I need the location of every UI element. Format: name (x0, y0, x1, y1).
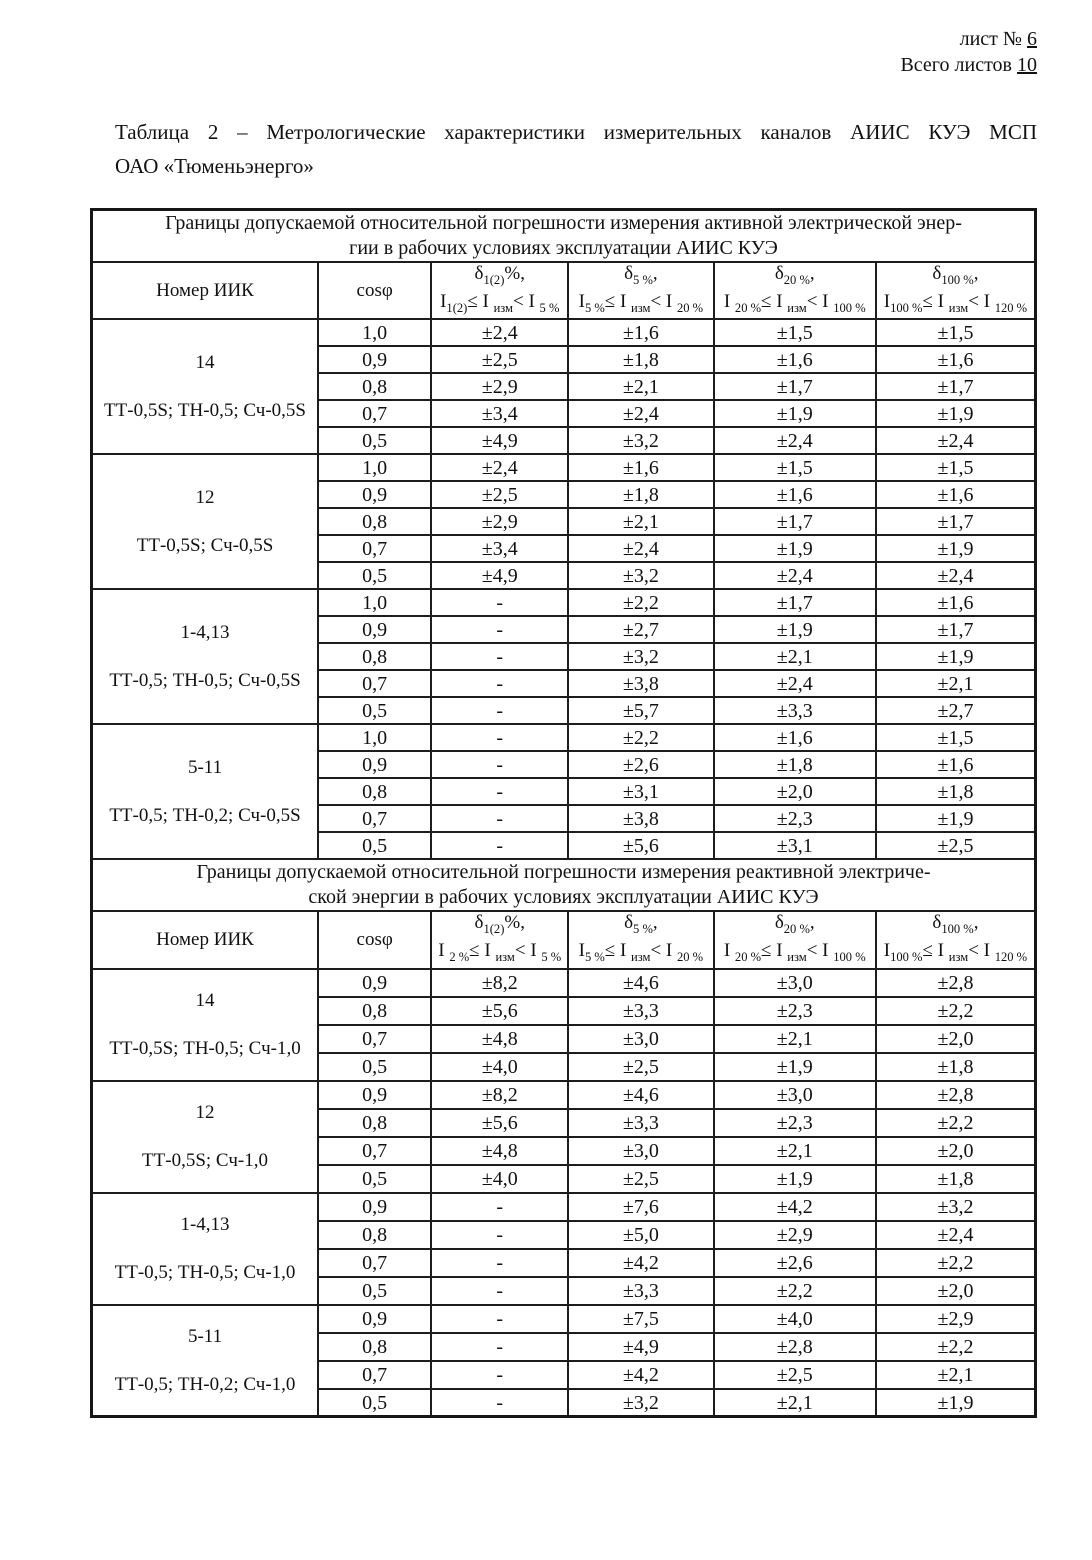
cos-phi-value: 0,5 (318, 1165, 431, 1193)
delta-value: ±2,5 (714, 1361, 876, 1389)
cos-phi-value: 0,9 (318, 969, 431, 997)
iik-equipment: ТТ-0,5; ТН-0,2; Сч-1,0 (114, 1374, 296, 1396)
section-header-line: Границы допускаемой относительной погрешности измерения реактивной электриче- (196, 861, 931, 884)
column-header-line: cosφ (356, 929, 393, 951)
delta-value: ±2,6 (568, 751, 713, 778)
table-title-line-1: Таблица 2 – Метрологические характеристики измерительных каналов АИИС КУЭ МСП (115, 119, 1037, 144)
delta-value: ±1,6 (714, 724, 876, 751)
table-title-line-2: ОАО «Тюменьэнерго» (115, 153, 314, 178)
cos-phi-value: 0,7 (318, 400, 431, 427)
iik-equipment: ТТ-0,5; ТН-0,2; Сч-0,5S (109, 805, 301, 827)
delta-value: ±1,7 (714, 589, 876, 616)
cos-phi-value: 0,9 (318, 481, 431, 508)
delta-value: ±8,2 (431, 969, 568, 997)
cos-phi-value: 0,7 (318, 535, 431, 562)
column-header-line: Номер ИИК (156, 929, 254, 951)
section-header-line: ской энергии в рабочих условиях эксплуатации АИИС КУЭ (308, 886, 819, 909)
column-header (876, 262, 1036, 320)
delta-value: - (431, 1333, 568, 1361)
delta-value: - (431, 1193, 568, 1221)
delta-value: ±2,4 (714, 427, 876, 454)
delta-value: ±1,5 (876, 319, 1036, 346)
delta-value: ±4,9 (431, 427, 568, 454)
delta-value: ±2,7 (876, 697, 1036, 724)
sheet-number: 6 (1027, 28, 1037, 50)
section-header (92, 209, 1036, 262)
total-sheets-number: 10 (1017, 54, 1037, 77)
delta-value: ±2,2 (568, 724, 713, 751)
cos-phi-value: 0,8 (318, 997, 431, 1025)
page-header (90, 26, 1037, 79)
delta-value: ±1,9 (876, 1389, 1036, 1417)
delta-value: - (431, 697, 568, 724)
delta-value: ±1,5 (714, 454, 876, 481)
delta-value: ±2,2 (568, 589, 713, 616)
iik-equipment: ТТ-0,5; ТН-0,5; Сч-1,0 (114, 1262, 296, 1284)
delta-value: ±4,6 (568, 969, 713, 997)
delta-value: ±3,2 (568, 1389, 713, 1417)
cos-phi-value: 0,9 (318, 751, 431, 778)
column-header (714, 262, 876, 320)
delta-value: ±4,2 (714, 1193, 876, 1221)
cos-phi-value: 1,0 (318, 454, 431, 481)
delta-value: - (431, 805, 568, 832)
column-header-line: I $_{20 \%}$≤ I $_{изм}$< I $_{100 \%}$ (723, 290, 866, 315)
delta-value: ±2,2 (714, 1277, 876, 1305)
delta-value: ±1,9 (714, 400, 876, 427)
delta-value: ±2,4 (568, 400, 713, 427)
delta-value: - (431, 778, 568, 805)
column-header (714, 911, 876, 969)
cos-phi-value: 0,5 (318, 1053, 431, 1081)
delta-value: ±2,4 (714, 670, 876, 697)
cos-phi-value: 0,9 (318, 1305, 431, 1333)
iik-cell (92, 1193, 319, 1305)
delta-value: ±4,9 (568, 1333, 713, 1361)
delta-value: ±4,0 (431, 1165, 568, 1193)
delta-value: - (431, 616, 568, 643)
delta-value: ±2,4 (714, 562, 876, 589)
delta-value: ±2,8 (714, 1333, 876, 1361)
delta-value: ±2,4 (568, 535, 713, 562)
delta-value: ±1,7 (714, 508, 876, 535)
delta-value: ±3,1 (714, 832, 876, 859)
cos-phi-value: 0,5 (318, 562, 431, 589)
delta-value: - (431, 1361, 568, 1389)
delta-value: ±3,8 (568, 805, 713, 832)
delta-value: ±1,8 (876, 778, 1036, 805)
delta-value: ±3,1 (568, 778, 713, 805)
delta-value: ±3,4 (431, 535, 568, 562)
delta-value: ±2,1 (876, 670, 1036, 697)
delta-value: - (431, 589, 568, 616)
delta-value: - (431, 1249, 568, 1277)
delta-value: ±2,9 (431, 508, 568, 535)
iik-cell (92, 724, 319, 859)
delta-value: ±2,1 (714, 1025, 876, 1053)
column-header (92, 262, 319, 320)
cos-phi-value: 0,5 (318, 832, 431, 859)
iik-number: 1-4,13 (180, 1214, 230, 1236)
delta-value: ±1,5 (876, 454, 1036, 481)
iik-number: 14 (195, 990, 215, 1012)
delta-value: ±1,8 (568, 346, 713, 373)
iik-cell (92, 969, 319, 1081)
column-header-line: I $_{2 \%}$≤ I $_{изм}$< I $_{5 \%}$ (438, 940, 562, 964)
delta-value: ±1,9 (714, 535, 876, 562)
cos-phi-value: 0,7 (318, 805, 431, 832)
delta-value: ±2,1 (714, 643, 876, 670)
delta-value: ±5,7 (568, 697, 713, 724)
delta-value: ±1,6 (568, 454, 713, 481)
delta-value: ±1,9 (714, 1053, 876, 1081)
iik-cell (92, 1081, 319, 1193)
delta-value: ±1,8 (568, 481, 713, 508)
cos-phi-value: 0,7 (318, 1249, 431, 1277)
section-header (92, 859, 1036, 911)
metrology-table-body (92, 209, 1036, 1417)
cos-phi-value: 0,7 (318, 1361, 431, 1389)
delta-value: ±2,2 (876, 1333, 1036, 1361)
delta-value: ±3,3 (568, 997, 713, 1025)
iik-number: 14 (195, 352, 215, 374)
delta-value: ±1,7 (876, 373, 1036, 400)
delta-value: ±1,9 (876, 805, 1036, 832)
iik-equipment: ТТ-0,5S; ТН-0,5; Сч-1,0 (109, 1038, 301, 1060)
delta-value: ±4,6 (568, 1081, 713, 1109)
column-header-line: $I_{1(2)}\le I$ $_{изм}$< I $_{5 \%}$ (440, 290, 560, 315)
delta-value: ±1,6 (714, 346, 876, 373)
delta-value: ±1,6 (876, 589, 1036, 616)
total-sheets-line (90, 52, 1037, 78)
cos-phi-value: 0,9 (318, 616, 431, 643)
delta-value: ±2,4 (431, 319, 568, 346)
delta-value: ±2,9 (876, 1305, 1036, 1333)
cos-phi-value: 0,9 (318, 1193, 431, 1221)
delta-value: ±1,9 (714, 616, 876, 643)
delta-value: ±2,3 (714, 1109, 876, 1137)
iik-cell (92, 454, 319, 589)
delta-value: ±2,5 (876, 832, 1036, 859)
delta-value: ±2,5 (431, 481, 568, 508)
column-header-line: I $_{20 \%}$≤ I $_{изм}$< I $_{100 \%}$ (723, 940, 866, 964)
column-header (568, 911, 713, 969)
delta-value: ±2,3 (714, 997, 876, 1025)
delta-value: ±2,4 (431, 454, 568, 481)
delta-value: ±3,0 (714, 1081, 876, 1109)
delta-value: ±4,8 (431, 1025, 568, 1053)
delta-value: ±4,0 (431, 1053, 568, 1081)
cos-phi-value: 1,0 (318, 319, 431, 346)
iik-equipment: ТТ-0,5S; ТН-0,5; Сч-0,5S (104, 400, 306, 422)
cos-phi-value: 0,8 (318, 778, 431, 805)
delta-value: ±1,6 (876, 346, 1036, 373)
delta-value: ±8,2 (431, 1081, 568, 1109)
delta-value: ±2,1 (568, 508, 713, 535)
column-header-line: $\delta_{100 \%}$, (932, 912, 979, 937)
column-header (318, 262, 431, 320)
column-header-line: Номер ИИК (156, 279, 254, 301)
delta-value: ±1,9 (876, 400, 1036, 427)
delta-value: ±1,9 (876, 535, 1036, 562)
delta-value: ±4,2 (568, 1249, 713, 1277)
delta-value: ±1,9 (876, 643, 1036, 670)
delta-value: ±5,6 (431, 1109, 568, 1137)
cos-phi-value: 0,7 (318, 1137, 431, 1165)
cos-phi-value: 0,8 (318, 373, 431, 400)
delta-value: ±2,0 (876, 1025, 1036, 1053)
iik-cell (92, 319, 319, 454)
delta-value: ±1,5 (876, 724, 1036, 751)
delta-value: ±1,8 (876, 1053, 1036, 1081)
delta-value: ±1,6 (876, 751, 1036, 778)
cos-phi-value: 0,9 (318, 346, 431, 373)
column-header-line: $\delta_{20 \%}$, (774, 912, 815, 937)
cos-phi-value: 0,5 (318, 1389, 431, 1417)
table-title (115, 115, 1037, 183)
delta-value: ±3,4 (431, 400, 568, 427)
cos-phi-value: 0,8 (318, 1221, 431, 1249)
delta-value: ±3,0 (568, 1137, 713, 1165)
delta-value: ±2,8 (876, 969, 1036, 997)
delta-value: ±2,4 (876, 562, 1036, 589)
delta-value: - (431, 724, 568, 751)
cos-phi-value: 0,8 (318, 508, 431, 535)
delta-value: ±2,7 (568, 616, 713, 643)
cos-phi-value: 0,8 (318, 1109, 431, 1137)
cos-phi-value: 0,5 (318, 427, 431, 454)
column-header-line: $\delta_{5 \%}$, (624, 262, 658, 287)
delta-value: ±1,8 (876, 1165, 1036, 1193)
delta-value: ±4,8 (431, 1137, 568, 1165)
column-header-line: $\delta_{20 \%}$, (774, 262, 815, 287)
delta-value: ±5,0 (568, 1221, 713, 1249)
delta-value: ±2,0 (714, 778, 876, 805)
delta-value: ±3,3 (568, 1109, 713, 1137)
delta-value: ±2,2 (876, 997, 1036, 1025)
iik-equipment: ТТ-0,5S; Сч-1,0 (142, 1150, 268, 1172)
delta-value: ±1,7 (876, 616, 1036, 643)
column-header-line: $I_{100 \%}\le I$ $_{изм}$< I $_{120 \%}$ (883, 290, 1028, 315)
delta-value: ±3,2 (568, 562, 713, 589)
delta-value: ±1,5 (714, 319, 876, 346)
delta-value: - (431, 1221, 568, 1249)
column-header (318, 911, 431, 969)
cos-phi-value: 0,7 (318, 1025, 431, 1053)
delta-value: ±3,0 (568, 1025, 713, 1053)
delta-value: ±2,1 (876, 1361, 1036, 1389)
delta-value: - (431, 670, 568, 697)
column-header (876, 911, 1036, 969)
delta-value: ±2,1 (714, 1389, 876, 1417)
column-header (431, 262, 568, 320)
delta-value: ±3,2 (876, 1193, 1036, 1221)
iik-number: 1-4,13 (180, 622, 230, 644)
iik-number: 12 (195, 487, 215, 509)
section-header-line: гии в рабочих условиях эксплуатации АИИС КУЭ (349, 236, 778, 259)
column-header-line: $I_{5 \%}\le I$ $_{изм}$< I $_{20 \%}$ (578, 940, 704, 964)
section-header-line: Границы допускаемой относительной погрешности измерения активной электрической энер- (165, 211, 962, 234)
column-header-line: $\delta_{1(2)}\%$, (474, 262, 525, 287)
delta-value: ±5,6 (431, 997, 568, 1025)
cos-phi-value: 1,0 (318, 724, 431, 751)
column-header-line: $I_{100 \%}\le I$ $_{изм}$< I $_{120 \%}$ (883, 940, 1028, 964)
delta-value: ±3,2 (568, 427, 713, 454)
delta-value: ±2,5 (431, 346, 568, 373)
delta-value: ±3,2 (568, 643, 713, 670)
delta-value: ±3,0 (714, 969, 876, 997)
delta-value: ±3,3 (568, 1277, 713, 1305)
delta-value: ±2,9 (431, 373, 568, 400)
delta-value: ±5,6 (568, 832, 713, 859)
iik-equipment: ТТ-0,5; ТН-0,5; Сч-0,5S (109, 670, 301, 692)
delta-value: - (431, 751, 568, 778)
column-header (431, 911, 568, 969)
cos-phi-value: 0,5 (318, 1277, 431, 1305)
delta-value: ±1,7 (714, 373, 876, 400)
delta-value: ±7,6 (568, 1193, 713, 1221)
iik-cell (92, 589, 319, 724)
cos-phi-value: 0,7 (318, 670, 431, 697)
delta-value: ±2,2 (876, 1249, 1036, 1277)
column-header (92, 911, 319, 969)
delta-value: ±2,8 (876, 1081, 1036, 1109)
delta-value: ±3,3 (714, 697, 876, 724)
delta-value: ±2,5 (568, 1165, 713, 1193)
column-header-line: cosφ (356, 279, 393, 301)
delta-value: ±2,0 (876, 1137, 1036, 1165)
column-header (568, 262, 713, 320)
column-header-line: $I_{5 \%}\le I$ $_{изм}$< I $_{20 \%}$ (578, 290, 704, 315)
delta-value: ±1,6 (568, 319, 713, 346)
iik-number: 5-11 (187, 1326, 223, 1348)
sheet-number-line (90, 26, 1037, 52)
delta-value: ±1,6 (714, 481, 876, 508)
delta-value: - (431, 1277, 568, 1305)
iik-equipment: ТТ-0,5S; Сч-0,5S (136, 535, 274, 557)
cos-phi-value: 0,9 (318, 1081, 431, 1109)
delta-value: ±2,0 (876, 1277, 1036, 1305)
cos-phi-value: 0,5 (318, 697, 431, 724)
iik-number: 12 (195, 1102, 215, 1124)
delta-value: ±1,6 (876, 481, 1036, 508)
delta-value: - (431, 832, 568, 859)
delta-value: ±4,9 (431, 562, 568, 589)
delta-value: ±3,8 (568, 670, 713, 697)
delta-value: ±1,9 (714, 1165, 876, 1193)
column-header-line: $\delta_{1(2)}\%$, (474, 912, 525, 937)
delta-value: ±7,5 (568, 1305, 713, 1333)
delta-value: ±2,4 (876, 427, 1036, 454)
column-header-line: $\delta_{5 \%}$, (624, 912, 658, 937)
delta-value: - (431, 1305, 568, 1333)
delta-value: ±1,8 (714, 751, 876, 778)
delta-value: ±2,9 (714, 1221, 876, 1249)
total-sheets-label: Всего листов (900, 54, 1017, 77)
delta-value: ±2,3 (714, 805, 876, 832)
delta-value: ±4,2 (568, 1361, 713, 1389)
delta-value: ±2,5 (568, 1053, 713, 1081)
cos-phi-value: 0,8 (318, 1333, 431, 1361)
delta-value: ±2,2 (876, 1109, 1036, 1137)
delta-value: - (431, 1389, 568, 1417)
delta-value: ±2,1 (568, 373, 713, 400)
sheet-label: лист № (959, 28, 1027, 50)
delta-value: ±1,7 (876, 508, 1036, 535)
delta-value: ±2,1 (714, 1137, 876, 1165)
delta-value: ±4,0 (714, 1305, 876, 1333)
delta-value: - (431, 643, 568, 670)
delta-value: ±2,4 (876, 1221, 1036, 1249)
cos-phi-value: 0,8 (318, 643, 431, 670)
cos-phi-value: 1,0 (318, 589, 431, 616)
column-header-line: $\delta_{100 \%}$, (932, 262, 979, 287)
delta-value: ±2,6 (714, 1249, 876, 1277)
iik-cell (92, 1305, 319, 1417)
metrology-table (90, 208, 1037, 1419)
iik-number: 5-11 (187, 757, 223, 779)
